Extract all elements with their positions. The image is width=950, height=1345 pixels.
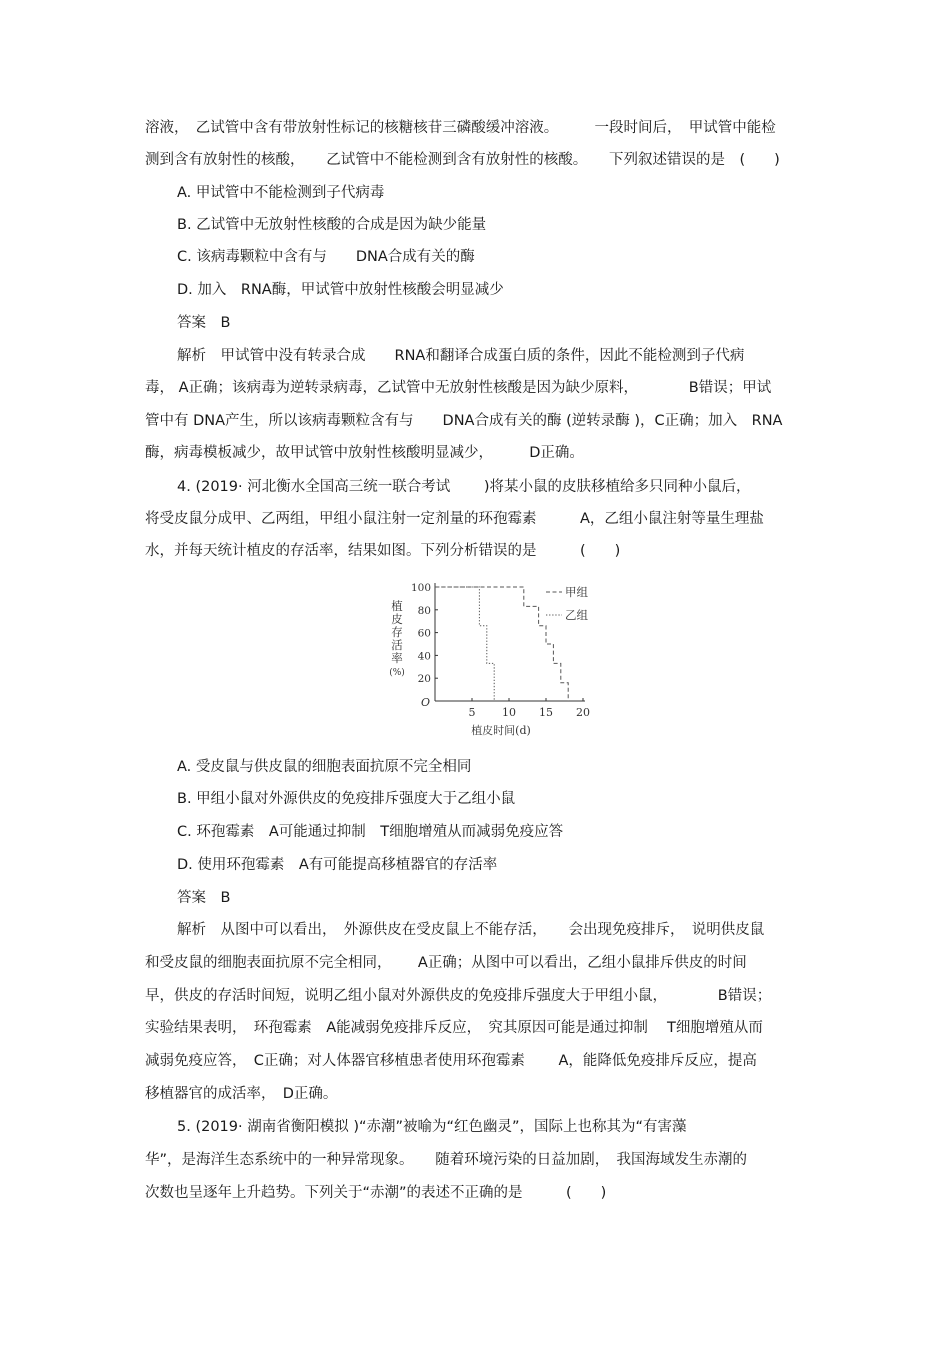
- y-tick-label: 100: [410, 582, 431, 594]
- y-tick-label: 60: [417, 627, 431, 640]
- q3-option-a: A. 甲试管中不能检测到子代病毒: [177, 185, 385, 201]
- legend-label-2: 乙组: [565, 608, 588, 622]
- q3-analysis-line-3: 管中有 DNA产生，所以该病毒颗粒含有与 DNA合成有关的酶 (逆转录酶 )，C正确；加入 RNA: [145, 413, 783, 429]
- q4-analysis-line-1: 解析 从图中可以看出， 外源供皮在受皮鼠上不能存活， 会出现免疫排斥， 说明供皮鼠: [177, 922, 765, 938]
- chart-series: [435, 587, 568, 701]
- y-axis-title: [389, 599, 405, 678]
- x-tick-label: 15: [539, 706, 553, 719]
- y-axis-title-char: (%): [389, 668, 405, 678]
- q5-stem-line-1: 5. (2019· 湖南省衡阳模拟 )“赤潮”被喻为“红色幽灵”，国际上也称其为“有害藻: [177, 1119, 687, 1135]
- q4-answer: 答案 B: [177, 890, 231, 906]
- q3-stem-line-2: 测到含有放射性的核酸， 乙试管中不能检测到含有放射性的核酸。 下列叙述错误的是 ( ): [145, 152, 780, 168]
- y-axis-title-char: 率: [391, 651, 403, 665]
- q3-analysis-line-2: 毒， A正确；该病毒为逆转录病毒，乙试管中无放射性核酸是因为缺少原料， B错误；甲试: [145, 380, 772, 396]
- legend-label-1: 甲组: [565, 585, 588, 599]
- q4-analysis-line-2: 和受皮鼠的细胞表面抗原不完全相同， A正确；从图中可以看出，乙组小鼠排斥供皮的时间: [145, 955, 747, 971]
- series-line-1: [435, 587, 568, 701]
- q4-stem-line-3: 水，并每天统计植皮的存活率，结果如图。下列分析错误的是 ( ): [145, 543, 621, 559]
- origin-label: O: [421, 696, 431, 709]
- y-tick-label: 40: [417, 650, 431, 663]
- q4-analysis-line-4: 实验结果表明， 环孢霉素 A能减弱免疫排斥反应， 究其原因可能是通过抑制 T细胞增殖从而: [145, 1020, 763, 1036]
- q4-stem-line-2: 将受皮鼠分成甲、乙两组，甲组小鼠注射一定剂量的环孢霉素 A，乙组小鼠注射等量生理盐: [145, 511, 764, 527]
- q4-option-a: A. 受皮鼠与供皮鼠的细胞表面抗原不完全相同: [177, 759, 472, 775]
- x-axis-title: 植皮时间(d): [471, 724, 531, 737]
- y-tick-label: 20: [417, 673, 431, 686]
- survival-chart: [385, 575, 600, 740]
- q4-analysis-line-5: 减弱免疫应答， C正确；对人体器官移植患者使用环孢霉素 A，能降低免疫排斥反应，提高: [145, 1053, 757, 1069]
- chart-ticks: [411, 582, 590, 737]
- survival-chart-svg: [385, 575, 600, 740]
- q3-analysis-line-1: 解析 甲试管中没有转录合成 RNA和翻译合成蛋白质的条件，因此不能检测到子代病: [177, 348, 745, 364]
- q3-analysis-line-4: 酶，病毒模板减少，故甲试管中放射性核酸明显减少， D正确。: [145, 445, 584, 461]
- q4-option-b: B. 甲组小鼠对外源供皮的免疫排斥强度大于乙组小鼠: [177, 791, 516, 807]
- q4-analysis-line-3: 早，供皮的存活时间短，说明乙组小鼠对外源供皮的免疫排斥强度大于甲组小鼠， B错误；: [145, 988, 772, 1004]
- chart-axes: [421, 583, 585, 709]
- q4-analysis-line-6: 移植器官的成活率， D正确。: [145, 1086, 338, 1102]
- y-tick-label: 80: [417, 604, 431, 617]
- q4-stem-line-1: 4. (2019· 河北衡水全国高三统一联合考试 )将某小鼠的皮肤移植给多只同种小鼠后，: [177, 479, 751, 495]
- q3-option-d: D. 加入 RNA酶，甲试管中放射性核酸会明显减少: [177, 282, 504, 298]
- q3-option-c: C. 该病毒颗粒中含有与 DNA合成有关的酶: [177, 249, 475, 265]
- q3-answer: 答案 B: [177, 315, 231, 331]
- q5-stem-line-3: 次数也呈逐年上升趋势。下列关于“赤潮”的表述不正确的是 ( ): [145, 1185, 607, 1201]
- y-axis-title-char: 植: [391, 599, 403, 613]
- chart-legend: [546, 585, 588, 622]
- q4-option-d: D. 使用环孢霉素 A有可能提高移植器官的存活率: [177, 857, 498, 873]
- y-axis-title-char: 活: [391, 638, 403, 652]
- q3-stem-line-1: 溶液， 乙试管中含有带放射性标记的核糖核苷三磷酸缓冲溶液。 一段时间后， 甲试管中能检: [145, 120, 776, 136]
- q5-stem-line-2: 华”，是海洋生态系统中的一种异常现象。 随着环境污染的日益加剧， 我国海域发生赤潮的: [145, 1152, 748, 1168]
- x-tick-label: 10: [502, 706, 516, 719]
- x-tick-label: 5: [468, 706, 476, 719]
- y-axis-title-char: 存: [391, 625, 403, 639]
- q4-option-c: C. 环孢霉素 A可能通过抑制 T细胞增殖从而减弱免疫应答: [177, 824, 564, 840]
- q3-option-b: B. 乙试管中无放射性核酸的合成是因为缺少能量: [177, 217, 487, 233]
- series-line-2: [435, 587, 494, 701]
- x-tick-label: 20: [576, 706, 590, 719]
- y-axis-title-char: 皮: [391, 612, 403, 626]
